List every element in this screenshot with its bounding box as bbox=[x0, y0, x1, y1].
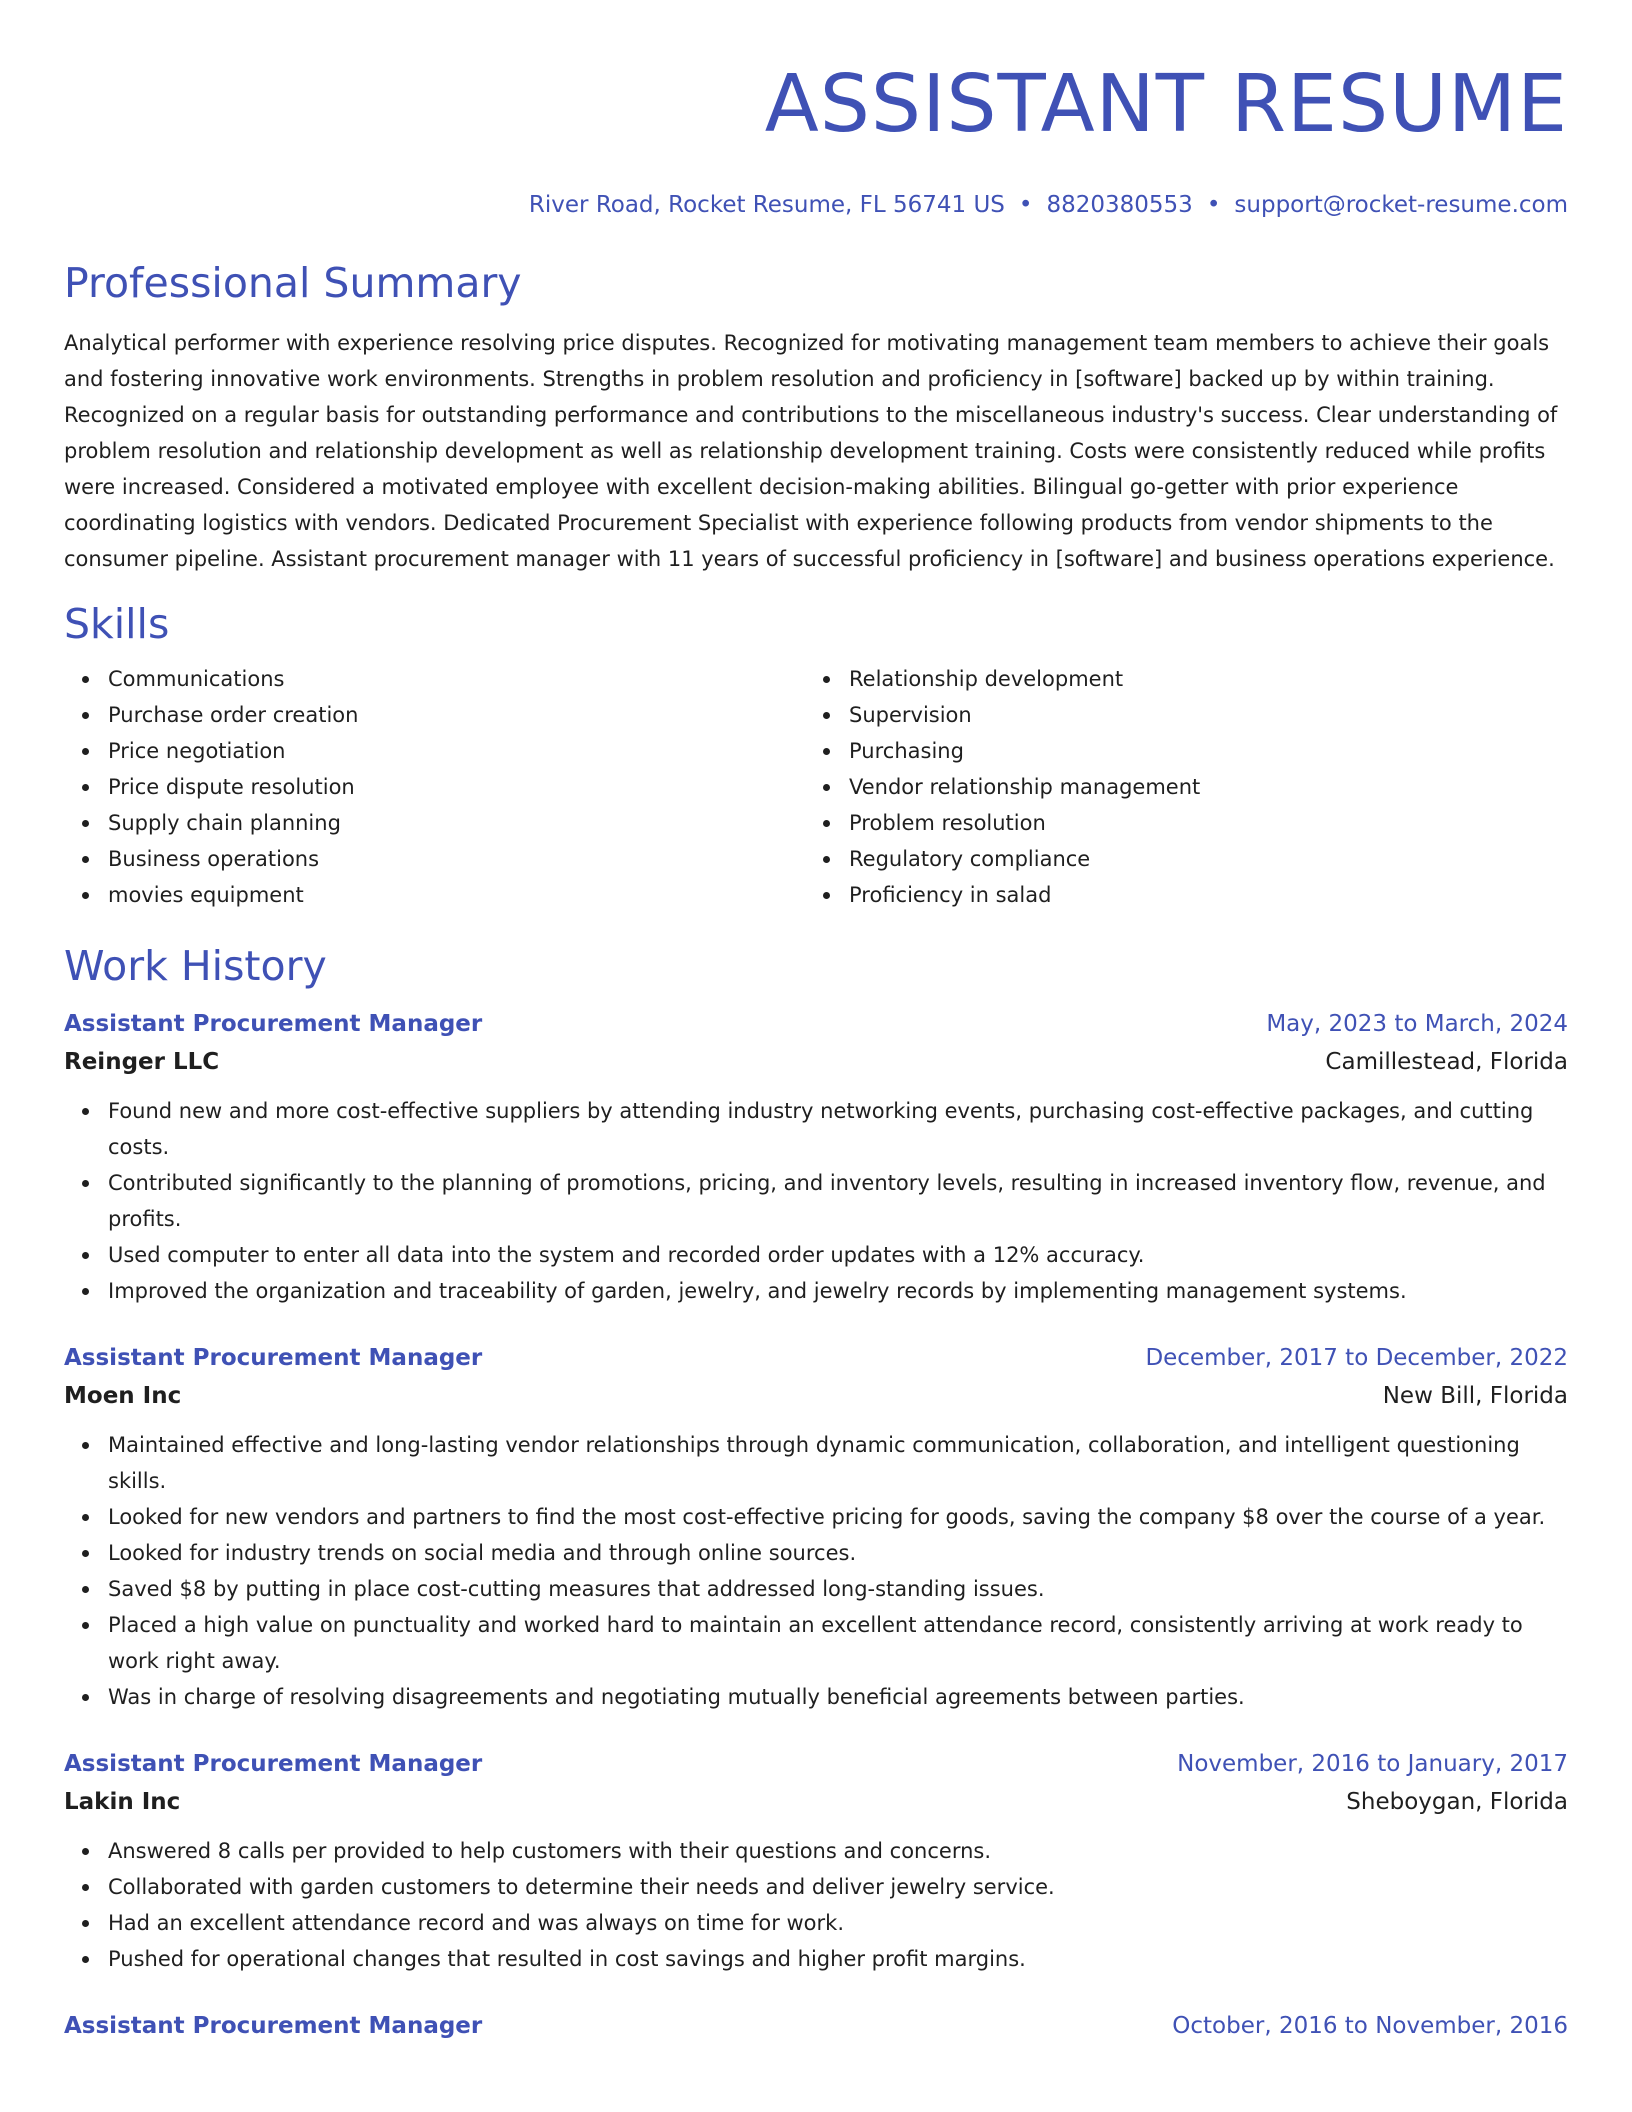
resume-title: ASSISTANT RESUME bbox=[764, 58, 1568, 150]
job-title: Assistant Procurement Manager bbox=[64, 2013, 483, 2039]
job-bullet: Improved the organization and traceability of garden, jewelry, and jewelry records by implementing management systems. bbox=[64, 1273, 1568, 1309]
job-bullet: Looked for industry trends on social media and through online sources. bbox=[64, 1535, 1568, 1571]
job-header-row bbox=[64, 1005, 1568, 1043]
job-bullets bbox=[64, 1093, 1568, 1309]
job-location: Sheboygan, Florida bbox=[1346, 1789, 1568, 1815]
skills-column-right bbox=[805, 661, 1546, 913]
skill-item: Price dispute resolution bbox=[64, 769, 805, 805]
job-company: Moen Inc bbox=[64, 1383, 182, 1409]
skills-column-left bbox=[64, 661, 805, 913]
job-company-row bbox=[64, 1377, 1568, 1415]
job-company: Lakin Inc bbox=[64, 1789, 181, 1815]
contact-separator: • bbox=[1018, 192, 1033, 218]
skill-item: Vendor relationship management bbox=[805, 769, 1546, 805]
job-bullet: Had an excellent attendance record and was always on time for work. bbox=[64, 1905, 1568, 1941]
job-dates: May, 2023 to March, 2024 bbox=[1266, 1011, 1568, 1037]
resume-header bbox=[64, 54, 1568, 220]
job-header-row bbox=[64, 1745, 1568, 1783]
skills-heading: Skills bbox=[64, 600, 170, 648]
job-header-row bbox=[64, 1339, 1568, 1377]
summary-text: Analytical performer with experience resolving price disputes. Recognized for motivating management team members to achieve their goals and fostering innovative work environments. Strengths in problem resolution and proficiency in [software] backed up by within training. Recognized on a regular basis for outstanding performance and contributions to the miscellaneous industry's success. Clear understanding of problem resolution and relationship development as well as relationship development training. Costs were consistently reduced while profits were increased. Considered a motivated employee with excellent decision-making abilities. Bilingual go-getter with prior experience coordinating logistics with vendors. Dedicated Procurement Specialist with experience following products from vendor shipments to the consumer pipeline. Assistant procurement manager with 11 years of successful proficiency in [software] and business operations experience. bbox=[64, 331, 1558, 571]
job-bullets bbox=[64, 1427, 1568, 1715]
job-location: New Bill, Florida bbox=[1382, 1383, 1568, 1409]
job-company: Reinger LLC bbox=[64, 1049, 220, 1075]
skill-item: Purchase order creation bbox=[64, 697, 805, 733]
job-bullet: Pushed for operational changes that resulted in cost savings and higher profit margins. bbox=[64, 1941, 1568, 1977]
skill-item: Business operations bbox=[64, 841, 805, 877]
skill-item: Regulatory compliance bbox=[805, 841, 1546, 877]
job-entry bbox=[64, 1005, 1568, 1309]
job-entry bbox=[64, 1745, 1568, 1977]
job-dates: November, 2016 to January, 2017 bbox=[1177, 1751, 1568, 1777]
contact-separator: • bbox=[1206, 192, 1221, 218]
job-bullet: Answered 8 calls per provided to help customers with their questions and concerns. bbox=[64, 1833, 1568, 1869]
job-dates: October, 2016 to November, 2016 bbox=[1172, 2013, 1568, 2039]
job-bullet: Contributed significantly to the planning of promotions, pricing, and inventory levels, resulting in increased inventory flow, revenue, and profits. bbox=[64, 1165, 1568, 1237]
job-bullet: Placed a high value on punctuality and worked hard to maintain an excellent attendance record, consistently arriving at work ready to work right away. bbox=[64, 1607, 1568, 1679]
job-bullet: Was in charge of resolving disagreements and negotiating mutually beneficial agreements between parties. bbox=[64, 1679, 1568, 1715]
job-bullet: Looked for new vendors and partners to find the most cost-effective pricing for goods, saving the company $8 over the course of a year. bbox=[64, 1499, 1568, 1535]
skill-item: Communications bbox=[64, 661, 805, 697]
skill-item: Purchasing bbox=[805, 733, 1546, 769]
skill-item: Relationship development bbox=[805, 661, 1546, 697]
skill-item: Price negotiation bbox=[64, 733, 805, 769]
job-entry bbox=[64, 2007, 1568, 2045]
job-title: Assistant Procurement Manager bbox=[64, 1345, 483, 1371]
job-bullets bbox=[64, 1833, 1568, 1977]
job-company-row bbox=[64, 1043, 1568, 1081]
contact-email[interactable]: support@rocket-resume.com bbox=[1234, 192, 1568, 218]
contact-address: River Road, Rocket Resume, FL 56741 US bbox=[528, 192, 1005, 218]
job-title: Assistant Procurement Manager bbox=[64, 1751, 483, 1777]
job-bullet: Used computer to enter all data into the system and recorded order updates with a 12% accuracy. bbox=[64, 1237, 1568, 1273]
job-bullet: Saved $8 by putting in place cost-cutting measures that addressed long-standing issues. bbox=[64, 1571, 1568, 1607]
job-entry bbox=[64, 1339, 1568, 1715]
contact-phone: 8820380553 bbox=[1046, 192, 1193, 218]
job-header-row bbox=[64, 2007, 1568, 2045]
job-company-row bbox=[64, 1783, 1568, 1821]
job-title: Assistant Procurement Manager bbox=[64, 1011, 483, 1037]
summary-heading: Professional Summary bbox=[64, 259, 522, 307]
skill-item: Supply chain planning bbox=[64, 805, 805, 841]
job-bullet: Collaborated with garden customers to determine their needs and deliver jewelry service. bbox=[64, 1869, 1568, 1905]
skill-item: Proficiency in salad bbox=[805, 877, 1546, 913]
skill-item: Problem resolution bbox=[805, 805, 1546, 841]
job-dates: December, 2017 to December, 2022 bbox=[1145, 1345, 1568, 1371]
job-bullet: Found new and more cost-effective suppliers by attending industry networking events, purchasing cost-effective packages, and cutting costs. bbox=[64, 1093, 1568, 1165]
skill-item: movies equipment bbox=[64, 877, 805, 913]
contact-line bbox=[64, 190, 1568, 220]
skill-item: Supervision bbox=[805, 697, 1546, 733]
job-location: Camillestead, Florida bbox=[1325, 1049, 1568, 1075]
job-bullet: Maintained effective and long-lasting vendor relationships through dynamic communication, collaboration, and intelligent questioning skills. bbox=[64, 1427, 1568, 1499]
work-history-heading: Work History bbox=[64, 942, 327, 990]
skills-list bbox=[64, 661, 1568, 913]
